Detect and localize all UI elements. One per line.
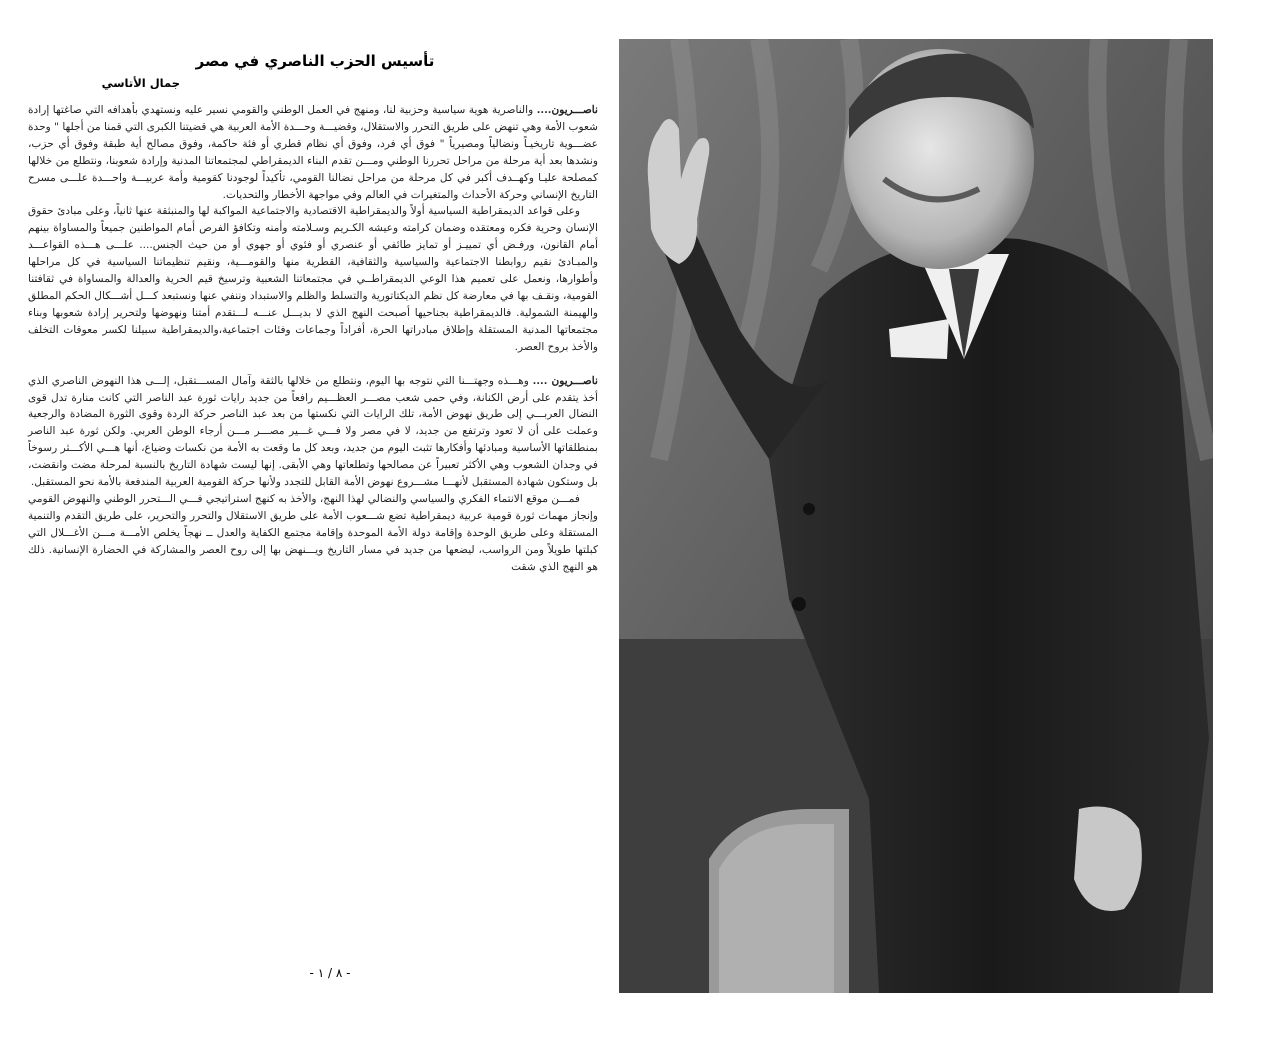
article-title: تأسيس الحزب الناصري في مصر <box>195 52 435 70</box>
page-number: - ٨ / ١ - <box>309 966 351 980</box>
paragraph-lead: ناصـــريون.... <box>536 104 598 116</box>
author-name: جمال الأتاسي <box>101 76 180 90</box>
paragraph-text: وعلى قواعد الديمقراطية السياسية أولاً والديمقراطية الاقتصادية والاجتماعية المواكبة لها والمنبثقة عنها ثانياً، وعلى مبادئ حقوق الإنسان وحرية فكره ومعتقده وضمان كرامته وعيشه الكـريم وسـلامته وأمنه وتكافؤ الفرص أمام المواطنين جميعاً والمساواة بينهم أمام القانون، ورفـض أي تمييـز أو تمايز طائفي أو عنصري أو فئوي أو جهوي أو من حيث الجنس.... علـــى هـــذه القواعـــد والمبـادئ نقيم روابطنا الاجتماعية والسياسية والثقافية، القطرية منها والقومـــية، ونقيم تنظيماتنا السياسية في كل مراحلها وأطوارها، ونعمل على تعميم هذا الوعي الديمقراطــي في مجتمعاتنا الشعبية وترسيخ قيم الحرية والعدالة والمساواة في ثقافتنا القومية، ونقـف بها في معارضة كل نظم الديكتاتورية والتسلط والظلم والاستبداد وننفي عنها ونستبعد كـــل أشـــكال الحكم المطلق والهيمنة الشمولية. فالديمقراطية بجناحيها أصبحت النهج الذي لا بديـــل عنـــه لـــتقدم أمتنا ونهوضها ولتحرير إرادة شعوبها وبناء مجتمعاتها المدنية المستقلة وإطلاق مبادراتها الحرة، أفراداً وجماعات وفئات اجتماعية،والديمقراطية سبيلنا لكسر معوقات التخلف والأخذ بروح العصر. <box>28 205 598 353</box>
paragraph-1 <box>28 102 598 203</box>
paragraph-text: وهـــذه وجهتـــنا التي نتوجه بها اليوم، ونتطلع من خلالها بالثقة وآمال المســـتقبل، إلـــى هذا النهوض الناصري الذي أخذ يتقدم على أرض الكنانة، وفي حمى شعب مصـــر العظـــيم رافعاً من جديد رايات ثورة عبد الناصر التي كانت منارة تدل قوى النضال العربـــي إلى طريق نهوض الأمة، تلك الرايات التي نكستها من بعد عبد الناصر حركة الردة وقوى الثورة المضادة والرجعية وعملت على أن لا تعود وترتفع من جديد، لا في مصر ولا فـــي غـــير مصـــر مـــن أرجاء الوطن العربي. ولكن ثورة عبد الناصر بمنطلقاتها الأساسية ومبادئها وأفكارها تثبت اليوم من جديد، وبعد كل ما وقعت به الأمة من نكسات وضياع، أنها هـــي الأكـــثر رسوخاً في وجدان الشعوب وهي الأكثر تعبيراً عن مصالحها وتطلعاتها وهي الأبقى. إنها ليست شهادة التاريخ بالنسبة لمرحلة مضت وانقضت، بل وستكون شهادة المستقبل لأنهـــا مشـــروع نهوض الأمة القابل للتجدد ولأنها حركة القومية العربية المندفعة بالأمة نحو المستقبل. <box>28 374 598 489</box>
paragraph-3 <box>28 373 598 491</box>
portrait-illustration <box>619 39 1213 993</box>
paragraph-4 <box>28 491 598 576</box>
paragraph-text: فمـــن موقع الانتماء الفكري والسياسي والنضالي لهذا النهج، والأخذ به كنهج استراتيجي فـــي الـــتحرر الوطني والنهوض القومي وإنجاز مهمات ثورة قومية عربية ديمقراطية تضع شـــعوب الأمة على طريق الاستقلال والتحرر والتحرير، على طريق التقدم والتنمية المستقلة وعلى طريق الوحدة وإقامة دولة الأمة الموحدة وإقامة مجتمع الكفاية والعدل ــ نهجاً يخلص الأمـــة مـــن الأغـــلال التي كبلتها طويلاً ومن الرواسب، ليضعها من جديد في مسار التاريخ ويـــنهض بها إلى روح العصر والمشاركة في الحضارة الإنسانية. ذلك هو النهج الذي شقت <box>28 492 598 573</box>
portrait-photo <box>619 39 1213 993</box>
paragraph-lead: ناصـــريون .... <box>532 374 598 387</box>
paragraph-2 <box>28 203 598 355</box>
article-body <box>28 102 598 932</box>
paragraph-text: والناصرية هوية سياسية وحزبية لنا، ومنهج في العمل الوطني والقومي نسير عليه ونستهدي بأهدافه التي صاغتها إرادة شعوب الأمة وهي تنهض على طريق التحرر والاستقلال، وقضيـــة وحـــدة الأمة العربية هي قضيتنا الكبرى التي قمنا من أجلها " وحدة عضـــوية تاريخيـاً ونضالياً ومصيرياً " فوق أي فرد، وفوق أي نظام قطري أو فئة حاكمة، وفوق مصالح أية طبقة وفوق أي حزب، ونشدها بعد أية مرحلة من مراحل تحررنا الوطني ومـــن تقدم البناء الديمقراطي لمجتمعاتنا المدنية وإرادة شعوبنا، ونتطلع من خلالها كمصلحة عليـا وكهــدف أكبر في كل مرحلة من مراحل نضالنا القومي، تأكيداً لوجودنا كقومية وأمة عربيـــة واحـــدة علـــى مسرح التاريخ الإنساني وحركة الأحداث والمتغيرات في العالم وفي مواجهة الأخطار والتحديات. <box>28 104 598 201</box>
